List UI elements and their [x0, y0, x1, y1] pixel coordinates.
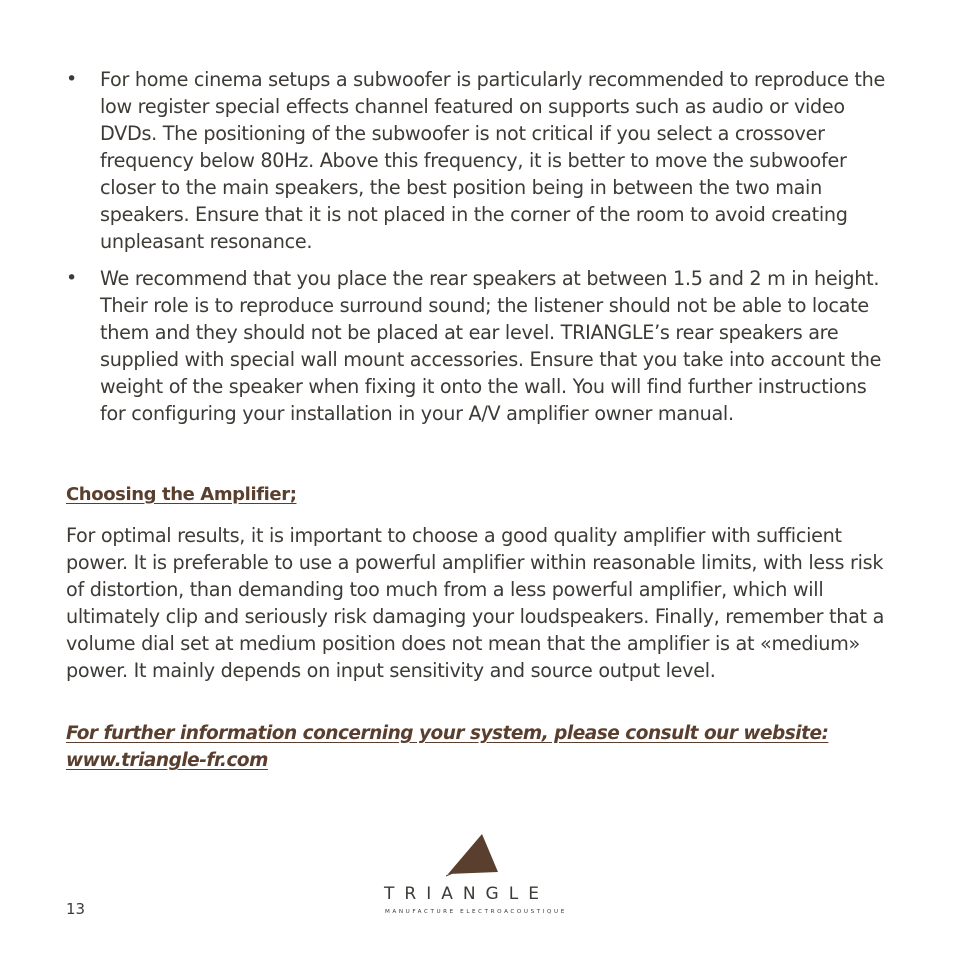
- bullet-list: [66, 66, 896, 437]
- logo-tagline: MANUFACTURE ELECTROACOUSTIQUE: [385, 909, 567, 915]
- bullet-text: For home cinema setups a subwoofer is particularly recommended to reproduce the low register special effects channel featured on supports such as audio or video DVDs. The positioning of the subwoofer is not critical if you select a crossover frequency below 80Hz. Above this frequency, it is better to move the subwoofer closer to the main speakers, the best position being in between the two main speakers. Ensure that it is not placed in the corner of the room to avoid creating unpleasant resonance.: [100, 68, 885, 253]
- amplifier-paragraph: For optimal results, it is important to choose a good quality amplifier with sufficient power. It is preferable to use a powerful amplifier within reasonable limits, with less risk of distortion, than demanding too much from a less powerful amplifier, which will ultimately clip and seriously risk damaging your loudspeakers. Finally, remember that a volume dial set at medium position does not mean that the amplifier is at «medium» power. It mainly depends on input sensitivity and source output level.: [66, 524, 885, 682]
- triangle-logo-icon: [446, 834, 500, 878]
- bullet-item-subwoofer: [66, 66, 896, 255]
- further-info-text: For further information concerning your system, please consult our website:: [66, 723, 829, 744]
- website-link[interactable]: www.triangle-fr.com: [66, 750, 268, 771]
- bullet-symbol: •: [66, 267, 77, 289]
- further-info-note: [66, 720, 886, 774]
- section-heading: Choosing the Amplifier;: [66, 484, 297, 505]
- bullet-symbol: •: [66, 68, 77, 90]
- bullet-text: We recommend that you place the rear speakers at between 1.5 and 2 m in height. Their role is to reproduce surround sound; the listener should not be able to locate them and they should not be placed at ear level. TRIANGLE’s rear speakers are supplied with special wall mount accessories. Ensure that you take into account the weight of the speaker when fixing it onto the wall. You will find further instructions for configuring your installation in your A/V amplifier owner manual.: [100, 267, 882, 425]
- page-number: 13: [66, 900, 86, 918]
- bullet-item-rear-speakers: [66, 265, 896, 427]
- triangle-logo: [384, 834, 574, 920]
- logo-wordmark: TRIANGLE: [384, 884, 549, 904]
